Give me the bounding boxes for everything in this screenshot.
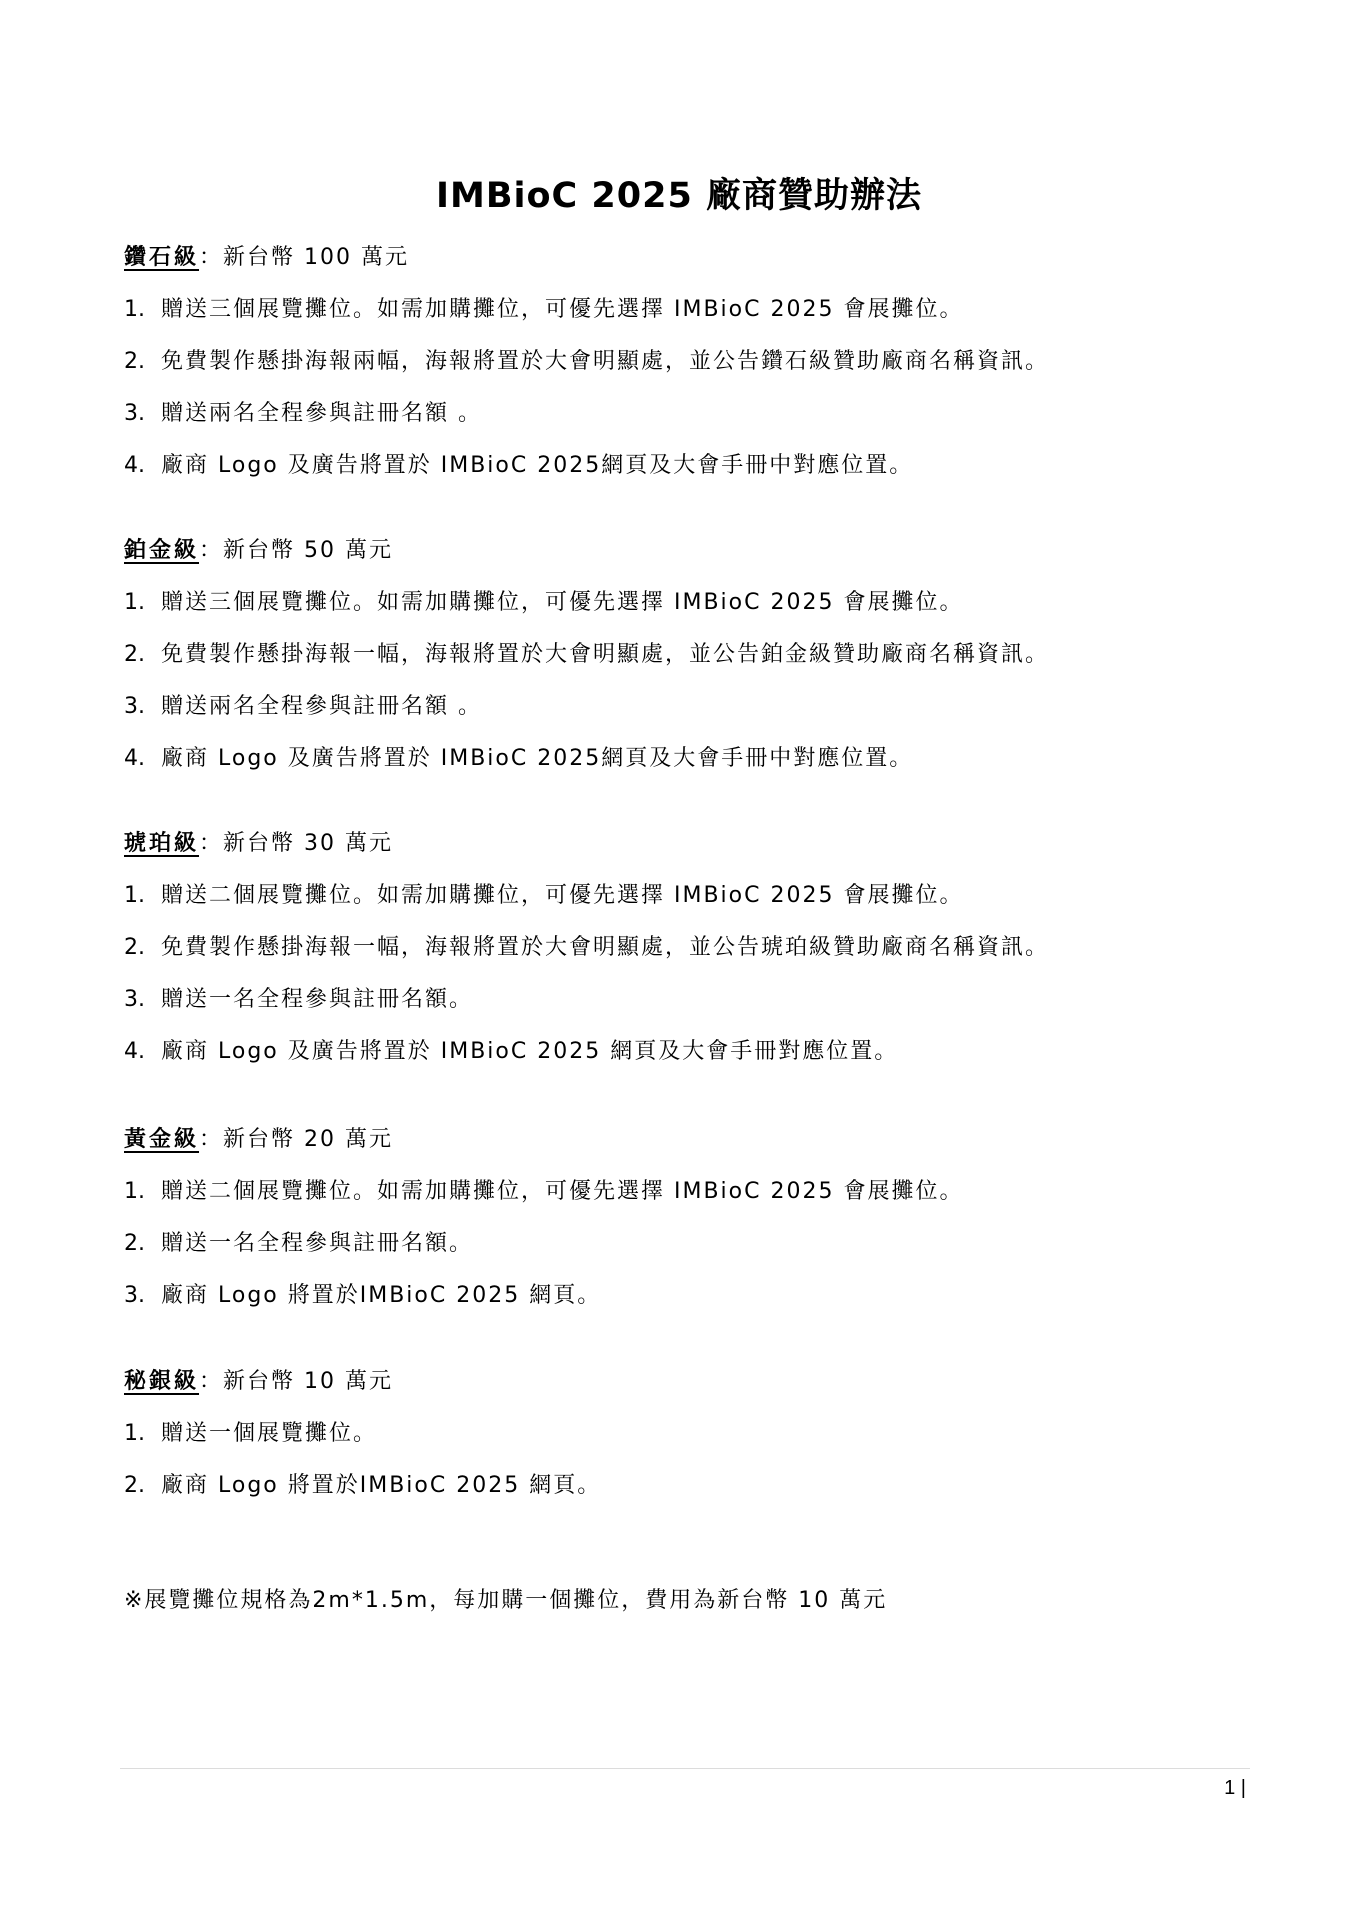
benefit-number: 2. <box>124 1231 145 1256</box>
benefit-item <box>124 1472 1234 1500</box>
tier-heading <box>124 1368 1234 1396</box>
benefit-list <box>124 882 1234 1066</box>
tier-price: 新台幣 10 萬元 <box>223 1369 394 1394</box>
benefit-item <box>124 1038 1234 1066</box>
benefit-text: 贈送一名全程參與註冊名額。 <box>161 987 474 1012</box>
benefit-number: 4. <box>124 746 145 771</box>
benefit-item <box>124 400 1234 428</box>
benefit-item <box>124 452 1234 480</box>
benefit-list <box>124 296 1234 480</box>
tier-price: 新台幣 50 萬元 <box>223 538 394 563</box>
benefit-text: 贈送兩名全程參與註冊名額 。 <box>161 401 482 426</box>
benefit-item <box>124 1178 1234 1206</box>
benefit-text: 免費製作懸掛海報兩幅，海報將置於大會明顯處，並公告鑽石級贊助廠商名稱資訊。 <box>161 349 1050 374</box>
benefit-number: 1. <box>124 883 145 908</box>
benefit-number: 1. <box>124 1179 145 1204</box>
tier-gold <box>124 1126 1234 1310</box>
benefit-item <box>124 296 1234 324</box>
tier-heading <box>124 830 1234 858</box>
page-number: 1 | <box>1224 1777 1246 1799</box>
benefit-number: 3. <box>124 987 145 1012</box>
benefit-list <box>124 1178 1234 1310</box>
benefit-number: 3. <box>124 694 145 719</box>
tier-price: 新台幣 20 萬元 <box>223 1127 394 1152</box>
benefit-item <box>124 693 1234 721</box>
tier-price: 新台幣 100 萬元 <box>223 245 410 270</box>
benefit-number: 2. <box>124 349 145 374</box>
tier-heading <box>124 1126 1234 1154</box>
tier-mithril <box>124 1368 1234 1500</box>
benefit-text: 贈送三個展覽攤位。如需加購攤位，可優先選擇 IMBioC 2025 會展攤位。 <box>161 590 964 615</box>
benefit-text: 廠商 Logo 及廣告將置於 IMBioC 2025網頁及大會手冊中對應位置。 <box>161 746 914 771</box>
tier-separator: ： <box>199 245 224 270</box>
tier-price: 新台幣 30 萬元 <box>223 831 394 856</box>
tier-name: 鑽石級 <box>124 245 200 270</box>
tier-name: 黃金級 <box>124 1127 200 1152</box>
benefit-item <box>124 348 1234 376</box>
tier-name: 琥珀級 <box>124 831 200 856</box>
tier-name: 秘銀級 <box>124 1369 200 1394</box>
benefit-item <box>124 1420 1234 1448</box>
tier-separator: ： <box>199 538 224 563</box>
benefit-number: 1. <box>124 1421 145 1446</box>
benefit-number: 4. <box>124 1039 145 1064</box>
benefit-item <box>124 745 1234 773</box>
benefit-text: 贈送二個展覽攤位。如需加購攤位，可優先選擇 IMBioC 2025 會展攤位。 <box>161 1179 964 1204</box>
tier-name: 鉑金級 <box>124 538 200 563</box>
benefit-text: 廠商 Logo 將置於IMBioC 2025 網頁。 <box>161 1473 602 1498</box>
benefit-number: 2. <box>124 935 145 960</box>
benefit-number: 2. <box>124 642 145 667</box>
benefit-item <box>124 934 1234 962</box>
tier-heading <box>124 537 1234 565</box>
booth-spec-note: ※展覽攤位規格為2m*1.5m，每加購一個攤位，費用為新台幣 10 萬元 <box>124 1588 888 1613</box>
tier-separator: ： <box>199 1369 224 1394</box>
benefit-number: 4. <box>124 453 145 478</box>
benefit-item <box>124 589 1234 617</box>
benefit-number: 3. <box>124 401 145 426</box>
benefit-list <box>124 589 1234 773</box>
benefit-item <box>124 641 1234 669</box>
benefit-text: 贈送三個展覽攤位。如需加購攤位，可優先選擇 IMBioC 2025 會展攤位。 <box>161 297 964 322</box>
benefit-text: 贈送兩名全程參與註冊名額 。 <box>161 694 482 719</box>
benefit-text: 贈送一名全程參與註冊名額。 <box>161 1231 474 1256</box>
benefit-text: 廠商 Logo 將置於IMBioC 2025 網頁。 <box>161 1283 602 1308</box>
tier-heading <box>124 244 1234 272</box>
benefit-item <box>124 1282 1234 1310</box>
benefit-number: 1. <box>124 297 145 322</box>
tier-platinum <box>124 537 1234 773</box>
tier-separator: ： <box>199 831 224 856</box>
document-title: IMBioC 2025 廠商贊助辦法 <box>435 176 923 216</box>
tier-diamond <box>124 244 1234 480</box>
benefit-item <box>124 986 1234 1014</box>
benefit-text: 免費製作懸掛海報一幅，海報將置於大會明顯處，並公告鉑金級贊助廠商名稱資訊。 <box>161 642 1050 667</box>
benefit-item <box>124 1230 1234 1258</box>
benefit-text: 贈送二個展覽攤位。如需加購攤位，可優先選擇 IMBioC 2025 會展攤位。 <box>161 883 964 908</box>
benefit-text: 免費製作懸掛海報一幅，海報將置於大會明顯處，並公告琥珀級贊助廠商名稱資訊。 <box>161 935 1050 960</box>
footer-divider <box>120 1768 1250 1769</box>
benefit-list <box>124 1420 1234 1500</box>
benefit-text: 廠商 Logo 及廣告將置於 IMBioC 2025網頁及大會手冊中對應位置。 <box>161 453 914 478</box>
benefit-text: 廠商 Logo 及廣告將置於 IMBioC 2025 網頁及大會手冊對應位置。 <box>161 1039 899 1064</box>
benefit-text: 贈送一個展覽攤位。 <box>161 1421 378 1446</box>
benefit-item <box>124 882 1234 910</box>
benefit-number: 1. <box>124 590 145 615</box>
tier-amber <box>124 830 1234 1066</box>
benefit-number: 2. <box>124 1473 145 1498</box>
tier-separator: ： <box>199 1127 224 1152</box>
benefit-number: 3. <box>124 1283 145 1308</box>
